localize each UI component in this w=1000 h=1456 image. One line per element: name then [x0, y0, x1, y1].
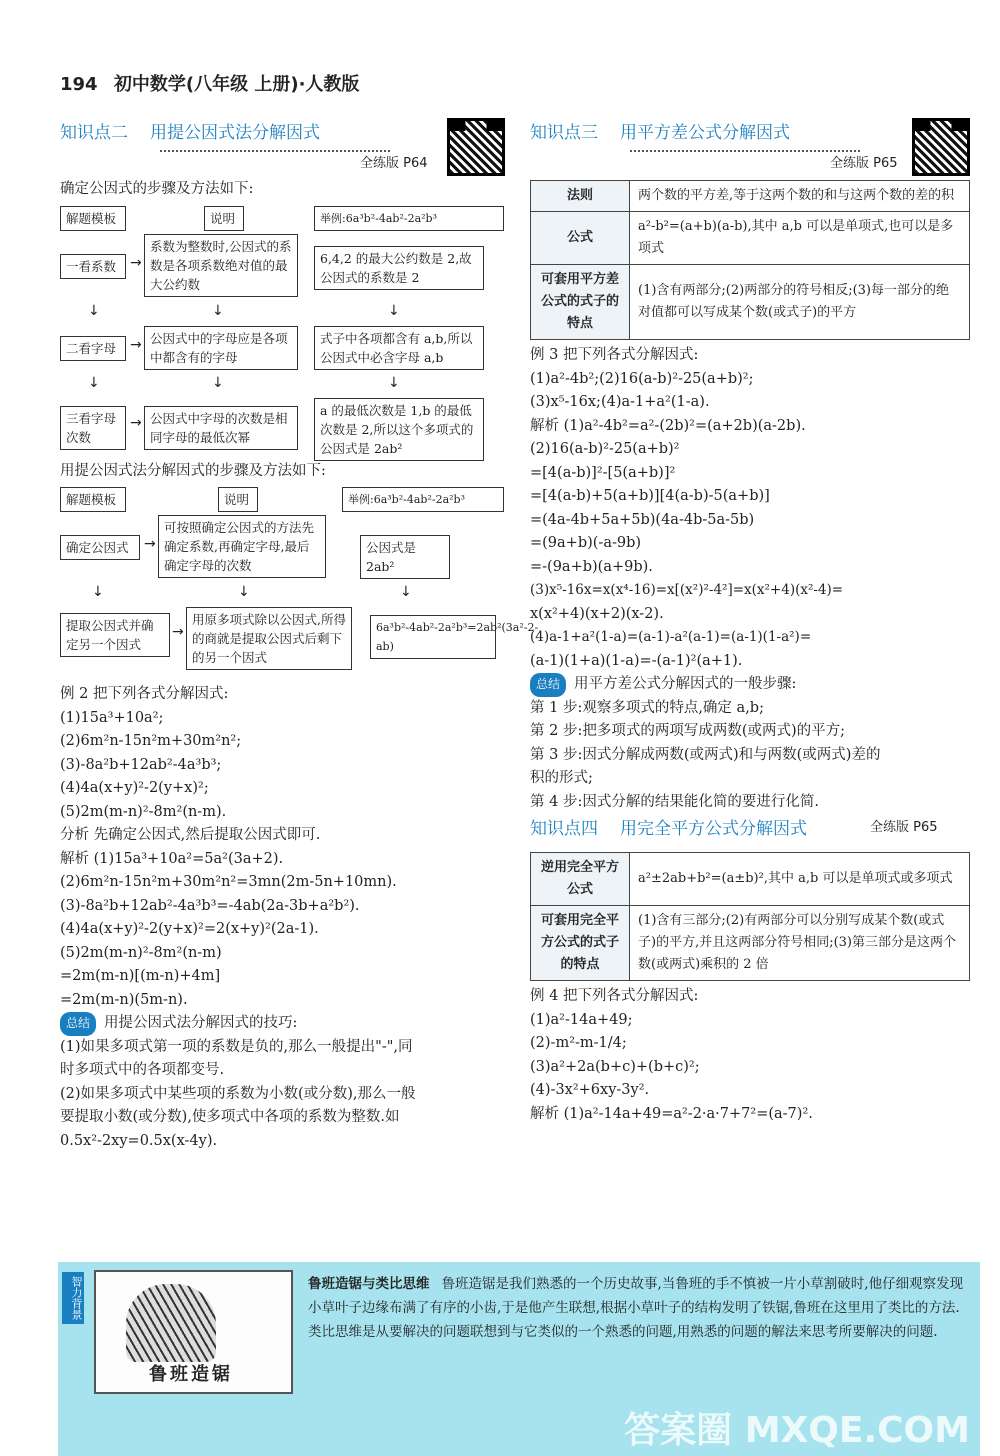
qr-code-icon[interactable]	[912, 118, 970, 176]
illustration	[94, 1270, 293, 1394]
example-line: (2)-m²-m-1/4;	[530, 1035, 627, 1051]
flow-header: 举例:6a³b²-4ab²-2a²b³	[314, 206, 504, 231]
example-line: (5)2m(m-n)²-8m²(n-m).	[60, 803, 227, 820]
flow-example: 6a³b²-4ab²-2a²b³=2ab²(3a²-2-ab)	[370, 615, 496, 659]
book-title: 初中数学(八年级 上册)·人教版	[113, 74, 360, 95]
example-line: =[4(a-b)+5(a+b)][4(a-b)-5(a+b)]	[530, 488, 770, 504]
summary-line: 第 3 步:因式分解成两数(或两式)和与两数(或两式)差的	[530, 746, 881, 763]
example-line: =2m(m-n)[(m-n)+4m]	[60, 968, 221, 984]
flow-header: 说明	[204, 206, 244, 231]
flow-desc: 用原多项式除以公因式,所得的商就是提取公因式后剩下的另一个因式	[186, 607, 352, 670]
dotted-leader	[160, 150, 390, 152]
dotted-leader	[630, 150, 860, 152]
example-line: (a-1)(1+a)(1-a)=-(a-1)²(a+1).	[530, 652, 743, 669]
example-line: 例 2 把下列各式分解因式:	[60, 686, 229, 702]
flow-example: 6,4,2 的最大公约数是 2,故公因式的系数是 2	[314, 246, 484, 290]
left-column	[60, 118, 539, 1153]
summary-body	[60, 1036, 505, 1154]
section-label: 知识点三	[530, 123, 598, 143]
section-ref: 全练版 P65	[870, 820, 938, 835]
illustration-caption: 鲁班造锯	[149, 1364, 233, 1385]
arrow-right-icon: →	[130, 254, 142, 271]
arrow-down-icon: ↓	[212, 374, 224, 391]
example-line: (3)x⁵-16x;(4)a-1+a²(1-a).	[530, 394, 710, 410]
flow-desc: 公因式中的字母应是各项中都含有的字母	[144, 326, 298, 370]
example-line: (3)-8a²b+12ab²-4a³b³=-4ab(2a-3b+a²b²).	[60, 897, 360, 914]
page-header	[60, 70, 359, 96]
example-line: =2m(m-n)(5m-n).	[60, 991, 188, 1008]
example-line: (4)-3x²+6xy-3y².	[530, 1082, 650, 1098]
summary-line: 要提取小数(或分数),使多项式中各项的系数为整数.如	[60, 1109, 400, 1125]
flow-example: a 的最低次数是 1,b 的最低次数是 2,所以这个多项式的公因式是 2ab²	[314, 398, 484, 461]
example-line: =(4a-4b+5a+5b)(4a-4b-5a-5b)	[530, 511, 755, 528]
example-line: (1)a²-4b²;(2)16(a-b)²-25(a+b)²;	[530, 370, 754, 387]
section-ref: 全练版 P65	[830, 156, 898, 171]
example-line: (3)x⁵-16x=x(x⁴-16)=x[(x²)²-4²]=x(x²+4)(x²-4)=	[530, 582, 844, 598]
example-3	[530, 344, 970, 673]
watermark: 答案圈 MXQE.COM	[624, 1410, 970, 1451]
section-heading-3	[530, 118, 970, 178]
page-number: 194	[60, 74, 98, 95]
flow-step: 确定公因式	[60, 535, 140, 560]
summary-heading	[60, 1012, 505, 1036]
table-cell: a²±2ab+b²=(a±b)²,其中 a,b 可以是单项式或多项式	[630, 853, 970, 906]
footer-text	[308, 1272, 968, 1344]
table-header-cell: 可套用平方差公式的式子的特点	[531, 265, 630, 340]
example-line: (2)6m²n-15n²m+30m²n²;	[60, 733, 242, 749]
flow-desc: 系数为整数时,公因式的系数是各项系数绝对值的最大公约数	[144, 234, 298, 297]
example-line: (1)15a³+10a²;	[60, 709, 164, 726]
flow-step: 三看字母次数	[60, 406, 126, 450]
arrow-down-icon: ↓	[388, 302, 400, 319]
section-title: 用提公因式法分解因式	[150, 123, 320, 143]
section-label: 知识点二	[60, 123, 128, 143]
flowchart-1	[60, 202, 505, 460]
summary-title: 用提公因式法分解因式的技巧:	[104, 1015, 298, 1031]
arrow-right-icon: →	[130, 336, 142, 353]
summary-line: 0.5x²-2xy=0.5x(x-4y).	[60, 1132, 218, 1149]
flow-example: 公因式是 2ab²	[360, 535, 450, 579]
section-label: 知识点四	[530, 819, 598, 839]
arrow-down-icon: ↓	[92, 584, 104, 600]
section-ref: 全练版 P64	[360, 156, 428, 171]
knowledge-table-3	[530, 180, 970, 340]
table-header-cell: 法则	[531, 181, 630, 212]
table-cell: 两个数的平方差,等于这两个数的和与这两个数的差的积	[630, 181, 970, 212]
table-row	[531, 906, 970, 981]
arrow-down-icon: ↓	[238, 584, 250, 600]
arrow-right-icon: →	[172, 624, 184, 640]
example-line: 例 4 把下列各式分解因式:	[530, 988, 699, 1004]
summary-line: 第 1 步:观察多项式的特点,确定 a,b;	[530, 699, 764, 716]
example-line: (4)4a(x+y)²-2(y+x)²=2(x+y)²(2a-1).	[60, 921, 319, 937]
example-4	[530, 985, 970, 1126]
example-line: =(9a+b)(-a-9b)	[530, 535, 642, 551]
flowchart-2	[60, 483, 539, 683]
knowledge-table-4	[530, 852, 970, 981]
table-cell: a²-b²=(a+b)(a-b),其中 a,b 可以是单项式,也可以是多项式	[630, 212, 970, 265]
carpenter-figure-icon	[126, 1284, 216, 1362]
flow-step: 二看字母	[60, 336, 126, 361]
summary-line: (2)如果多项式中某些项的系数为小数(或分数),那么一般	[60, 1085, 416, 1102]
table-header-cell: 公式	[531, 212, 630, 265]
example-line: (2)6m²n-15n²m+30m²n²=3mn(2m-5n+10mn).	[60, 874, 397, 890]
table-cell: (1)含有三部分;(2)有两部分可以分别写成某个数(或式子)的平方,并且这两部分符号相同;(3)第三部分是这两个数(或两式)乘积的 2 倍	[630, 906, 970, 981]
table-row	[531, 212, 970, 265]
example-line: 解析 (1)a²-4b²=a²-(2b)²=(a+2b)(a-2b).	[530, 417, 806, 434]
footer-panel	[58, 1262, 980, 1456]
example-line: (5)2m(m-n)²-8m²(n-m)	[60, 944, 222, 961]
summary-line: 第 2 步:把多项式的两项写成两数(或两式)的平方;	[530, 723, 846, 739]
example-line: =[4(a-b)]²-[5(a+b)]²	[530, 464, 676, 481]
table-row	[531, 181, 970, 212]
example-line: 分析 先确定公因式,然后提取公因式即可.	[60, 827, 321, 843]
section-heading-2	[60, 118, 505, 178]
arrow-down-icon: ↓	[388, 374, 400, 391]
table-row	[531, 265, 970, 340]
section-title: 用平方差公式分解因式	[620, 123, 790, 143]
example-line: (4)4a(x+y)²-2(y+x)²;	[60, 780, 209, 796]
arrow-right-icon: →	[144, 536, 156, 552]
example-line: =-(9a+b)(a+9b).	[530, 558, 653, 575]
example-line: x(x²+4)(x+2)(x-2).	[530, 605, 664, 622]
arrow-down-icon: ↓	[212, 302, 224, 319]
example-line: (3)a²+2a(b+c)+(b+c)²;	[530, 1058, 700, 1075]
flow-header: 说明	[218, 487, 258, 512]
example-line: 例 3 把下列各式分解因式:	[530, 347, 699, 363]
summary-line: 积的形式;	[530, 770, 593, 786]
example-line: (1)a²-14a+49;	[530, 1011, 633, 1028]
flow-header: 解题模板	[60, 487, 126, 512]
summary-line: (1)如果多项式第一项的系数是负的,那么一般提出"-",同	[60, 1038, 413, 1055]
flow-desc: 公因式中字母的次数是相同字母的最低次幂	[144, 406, 298, 450]
flow-desc: 可按照确定公因式的方法先确定系数,再确定字母,最后确定字母的次数	[158, 515, 326, 578]
summary-tag: 总结	[60, 1012, 96, 1036]
flow-header: 解题模板	[60, 206, 126, 231]
example-2	[60, 683, 505, 1012]
example-line: (2)16(a-b)²-25(a+b)²	[530, 441, 680, 457]
arrow-down-icon: ↓	[88, 302, 100, 319]
section-title: 用完全平方公式分解因式	[620, 819, 807, 839]
qr-code-icon[interactable]	[447, 118, 505, 176]
summary-line: 时多项式中的各项都变号.	[60, 1062, 225, 1078]
footer-body: 鲁班造锯是我们熟悉的一个历史故事,当鲁班的手不慎被一片小草割破时,他仔细观察发现小草叶子边缘布满了有序的小齿,于是他产生联想,根据小草叶子的结构发明了铁锯,鲁班在这里用了类比的方法.类比思维是从要解决的问题联想到与它类似的一个熟悉的问题,用熟悉的问题的解法来思考所要解决的问题.	[308, 1276, 964, 1340]
section-heading-4	[530, 814, 970, 850]
right-column	[530, 118, 970, 1126]
table-header-cell: 可套用完全平方公式的式子的特点	[531, 906, 630, 981]
example-line: (4)a-1+a²(1-a)=(a-1)-a²(a-1)=(a-1)(1-a²)=	[530, 629, 812, 645]
flow-step: 提取公因式并确定另一个因式	[60, 613, 170, 657]
steps-intro: 确定公因式的步骤及方法如下:	[60, 181, 254, 197]
table-header-cell: 逆用完全平方公式	[531, 853, 630, 906]
flow-example: 式子中各项都含有 a,b,所以公因式中必含字母 a,b	[314, 326, 484, 370]
arrow-down-icon: ↓	[88, 374, 100, 391]
table-row	[531, 853, 970, 906]
flow-header: 举例:6a³b²-4ab²-2a²b³	[342, 487, 504, 512]
arrow-down-icon: ↓	[400, 584, 412, 600]
side-label: 智力背景	[62, 1272, 84, 1324]
example-line: 解析 (1)a²-14a+49=a²-2·a·7+7²=(a-7)².	[530, 1105, 813, 1122]
steps-intro-2: 用提公因式法分解因式的步骤及方法如下:	[60, 462, 326, 479]
summary-tag: 总结	[530, 673, 566, 697]
example-line: (3)-8a²b+12ab²-4a³b³;	[60, 756, 222, 773]
footer-title: 鲁班造锯与类比思维	[308, 1276, 430, 1292]
summary-line: 第 4 步:因式分解的结果能化简的要进行化简.	[530, 793, 819, 810]
example-line: 解析 (1)15a³+10a²=5a²(3a+2).	[60, 850, 284, 867]
summary-title: 用平方差公式分解因式的一般步骤:	[574, 676, 797, 692]
arrow-right-icon: →	[130, 414, 142, 431]
summary-body	[530, 697, 970, 815]
summary-heading	[530, 673, 970, 697]
table-cell: (1)含有两部分;(2)两部分的符号相反;(3)每一部分的绝对值都可以写成某个数(或式子)的平方	[630, 265, 970, 340]
flow-step: 一看系数	[60, 254, 126, 279]
